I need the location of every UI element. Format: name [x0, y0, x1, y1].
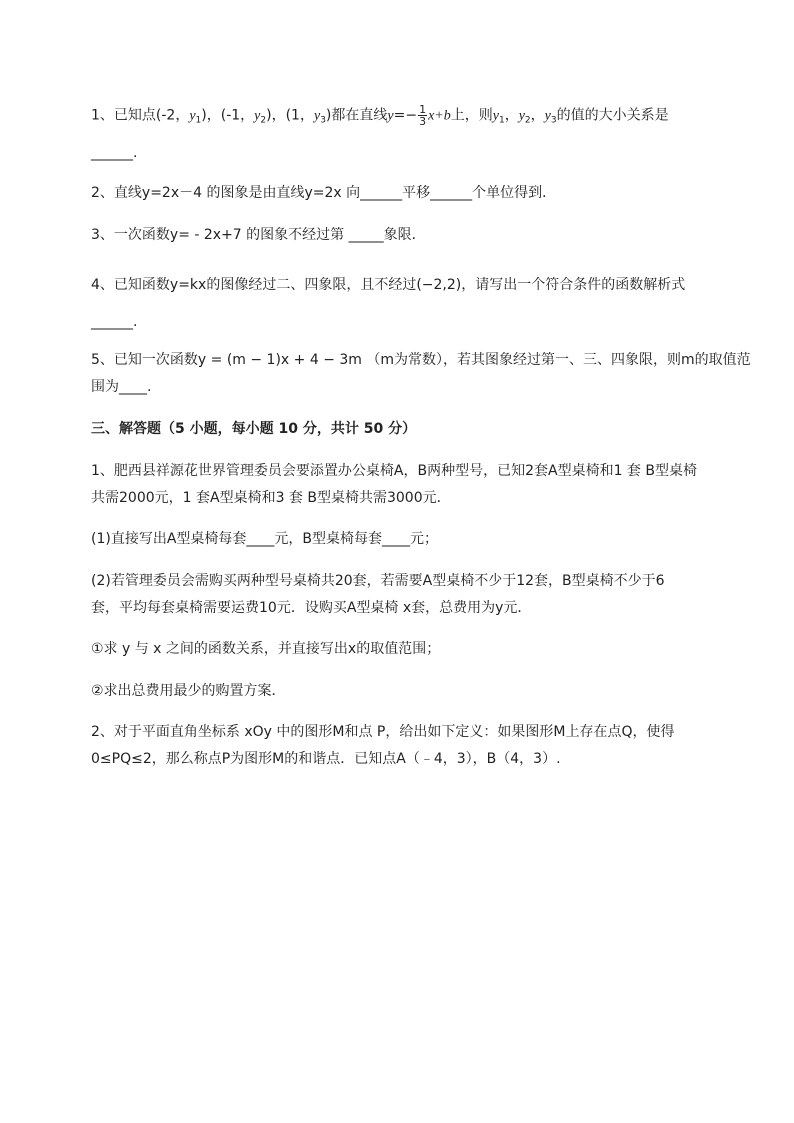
fill-q1-line1: 1、已知点(-2，$y_1$)，(-1，$y_2$)，(1，$y_3$)都在直线y=− $\frac{1}{3}$ x+b上，则$y_1$，$y_2$，$y_3$的值的大小关系是 [91, 103, 669, 128]
fill-q1-y1: y [189, 108, 196, 124]
fraction-numerator: 1 [419, 103, 427, 116]
fill-q1-y2b-sub: 2 [524, 115, 531, 126]
sol-q1-part1: (1)直接写出A型桌椅每套____元，B型桌椅每套____元； [91, 531, 439, 547]
sol-q1-sub2: ②求出总费用最少的购置方案． [91, 683, 286, 699]
fill-q1-text-b: )，(-1， [201, 107, 255, 124]
fill-q1-text-f: 的值的大小关系是 [556, 107, 669, 124]
fill-q1-y3: y [313, 108, 321, 124]
fraction-denominator: 3 [419, 115, 427, 128]
fill-q4-line1: 4、已知函数y=kx的图像经过二、四象限，且不经过(−2,2)，请写出一个符合条件的函数解析式 [91, 277, 686, 293]
sol-q1-part2-line2: 套，平均每套桌椅需要运费10元．设购买A型桌椅 x套，总费用为y元． [91, 600, 532, 616]
fill-q1-y3b: y [544, 108, 551, 124]
fill-q1-eq-y: y [387, 108, 394, 124]
fill-q1-text-a: 1、已知点(-2， [91, 107, 190, 124]
fill-q5-line2: 围为____. [91, 379, 152, 395]
fill-q1-fraction [418, 104, 427, 127]
fill-q3: 3、一次函数y= - 2x+7 的图象不经过第 _____象限． [91, 227, 426, 243]
fill-q1-text-e: 上，则 [450, 107, 493, 124]
fill-q1-y2-sub: 2 [260, 115, 267, 126]
sol-q1-sub1: ①求 y 与 x 之间的函数关系，并直接写出x的取值范围； [91, 641, 441, 657]
fill-q1-y2b: y [518, 108, 525, 124]
sol-q2-line1: 2、对于平面直角坐标系 xOy 中的图形M和点 P，给出如下定义：如果图形M上存在点Q，使得 [91, 724, 675, 740]
fill-q1-y1b: y [492, 108, 499, 124]
fill-q5-line1: 5、已知一次函数y = (m − 1)x + 4 − 3m （m为常数），若其图象经过第一、三、四象限，则m的取值范 [91, 352, 751, 368]
fill-q2: 2、直线y=2x－4 的图象是由直线y=2x 向______平移______个单位得到． [91, 185, 557, 201]
fill-q1-y1b-sub: 1 [498, 115, 505, 126]
sol-q2-line2: 0≤PQ≤2，那么称点P为图形M的和谐点．已知点A（﹣4，3），B（4，3）. [91, 751, 561, 767]
sol-q1-line1: 1、肥西县祥源花世界管理委员会要添置办公桌椅A，B两种型号，已知2套A型桌椅和1 套 B型桌椅 [91, 463, 697, 479]
fill-q1-blank: ______. [91, 145, 138, 161]
fill-q1-text-c: )，(1， [266, 107, 314, 124]
fill-q1-y1-sub: 1 [195, 115, 202, 126]
fill-q1-text-d: )都在直线 [325, 107, 388, 124]
sol-q1-line2: 共需2000元，1 套A型桌椅和3 套 B型桌椅共需3000元． [91, 490, 451, 506]
fill-q1-y3b-sub: 3 [550, 115, 557, 126]
fill-q1-y2: y [254, 108, 261, 124]
sol-q1-part2-line1: (2)若管理委员会需购买两种型号桌椅共20套，若需要A型桌椅不少于12套，B型桌椅不少于6 [91, 573, 665, 589]
fill-q1-y3-sub: 3 [320, 115, 326, 126]
section-heading: 三、解答题（5 小题，每小题 10 分，共计 50 分） [91, 421, 417, 437]
fill-q4-blank: ______. [91, 314, 138, 330]
fill-q1-eq-sign: =− [393, 107, 418, 124]
fill-q1-eq-rest: x+b [428, 108, 451, 124]
